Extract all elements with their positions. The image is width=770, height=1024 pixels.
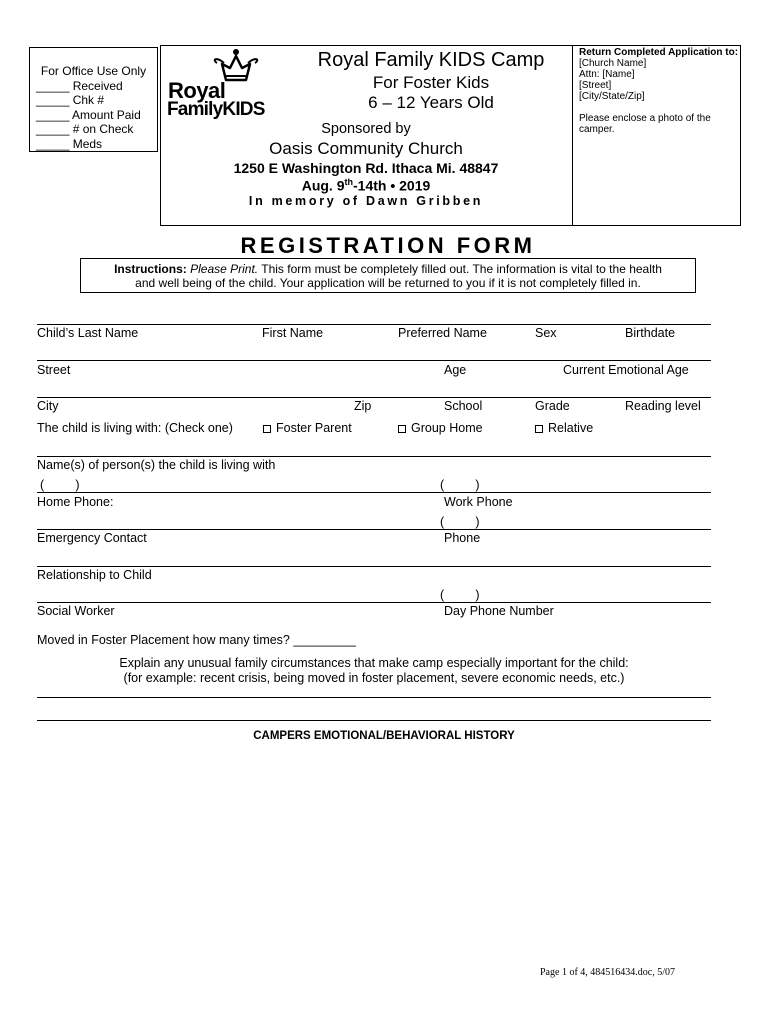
return-photo-note: Please enclose a photo of the camper. <box>579 113 711 135</box>
explain-answer-line-1[interactable] <box>37 697 711 698</box>
sponsored-by: Sponsored by <box>321 121 411 137</box>
zip-label: Zip <box>354 399 372 413</box>
emergency-contact-label: Emergency Contact <box>37 531 147 545</box>
instructions-text-1: This form must be completely filled out. The information is vital to the health <box>261 262 662 276</box>
emotional-age-label: Current Emotional Age <box>563 363 689 377</box>
home-phone-label: Home Phone: <box>37 495 114 509</box>
social-worker-label: Social Worker <box>37 604 115 618</box>
foster-parent-option[interactable] <box>263 421 352 435</box>
camp-dates-end: -14th • 2019 <box>353 177 431 194</box>
foster-parent-checkbox[interactable] <box>263 425 271 433</box>
logo-familykids-text: FamilyKIDS <box>167 99 265 120</box>
return-city: [City/State/Zip] <box>579 91 645 102</box>
instructions-please-print: Please Print. <box>190 262 259 276</box>
moved-placement-label[interactable]: Moved in Foster Placement how many times? _________ <box>37 633 356 647</box>
camp-title: Royal Family KIDS Camp <box>317 49 545 71</box>
relative-label: Relative <box>548 421 594 435</box>
social-worker-line[interactable] <box>37 602 711 603</box>
instructions-box <box>80 258 696 293</box>
sex-label: Sex <box>535 326 557 340</box>
home-phone-paren: ( ) <box>40 478 80 492</box>
office-meds: _____ Meds <box>36 136 103 151</box>
day-phone-label: Day Phone Number <box>444 604 554 618</box>
street-line[interactable] <box>37 360 711 361</box>
page-footer: Page 1 of 4, 484516434.doc, 5/07 <box>540 967 675 978</box>
return-attn: Attn: [Name] <box>579 69 635 80</box>
street-label: Street <box>37 363 71 377</box>
office-amount-paid: _____ Amount Paid <box>36 107 141 122</box>
royal-family-kids-logo <box>164 46 286 122</box>
return-church-name: [Church Name] <box>579 58 647 69</box>
relative-checkbox[interactable] <box>535 425 543 433</box>
memorial-text: In memory of Dawn Gribben <box>248 194 484 208</box>
office-on-check: _____ # on Check <box>36 122 134 136</box>
work-phone-label: Work Phone <box>444 495 513 509</box>
church-address: 1250 E Washington Rd. Ithaca Mi. 48847 <box>233 160 499 176</box>
grade-label: Grade <box>535 399 570 413</box>
city-line[interactable] <box>37 397 711 398</box>
child-last-name-label: Child’s Last Name <box>37 326 139 340</box>
reading-level-label: Reading level <box>625 399 701 413</box>
city-label: City <box>37 399 59 413</box>
group-home-checkbox[interactable] <box>398 425 406 433</box>
group-home-option[interactable] <box>398 421 483 435</box>
office-use-title: For Office Use Only <box>40 64 147 78</box>
return-street: [Street] <box>579 80 612 91</box>
work-phone-paren: ( ) <box>440 478 480 492</box>
group-home-label: Group Home <box>411 421 483 435</box>
office-check-number: _____ Chk # <box>36 93 105 107</box>
relationship-line[interactable] <box>37 566 711 567</box>
first-name-label: First Name <box>262 326 324 340</box>
emergency-contact-line[interactable] <box>37 529 711 530</box>
registration-form-title: REGISTRATION FORM <box>240 233 536 258</box>
instructions-text-2: and well being of the child. Your application will be returned to you if it is not completely filled in. <box>135 276 641 290</box>
camp-subtitle-foster: For Foster Kids <box>372 73 490 92</box>
office-received: _____ Received <box>36 78 123 93</box>
child-name-line[interactable] <box>37 324 711 325</box>
return-title: Return Completed Application to: <box>579 47 739 58</box>
school-label: School <box>444 399 483 413</box>
relative-option[interactable] <box>535 421 593 435</box>
office-use-box <box>29 47 158 152</box>
emergency-phone-paren: ( ) <box>440 515 480 529</box>
camp-subtitle-ages: 6 – 12 Years Old <box>368 93 494 112</box>
birthdate-label: Birthdate <box>625 326 676 340</box>
foster-parent-label: Foster Parent <box>276 421 352 435</box>
emotional-history-title: CAMPERS EMOTIONAL/BEHAVIORAL HISTORY <box>253 730 515 742</box>
camp-dates <box>160 177 572 194</box>
day-phone-paren: ( ) <box>440 588 480 602</box>
explain-line-1: Explain any unusual family circumstances that make camp especially important for the child: <box>119 656 629 670</box>
instructions-label: Instructions: <box>114 262 187 276</box>
names-living-line[interactable] <box>37 456 711 457</box>
preferred-name-label: Preferred Name <box>398 326 487 340</box>
church-name: Oasis Community Church <box>269 139 463 158</box>
age-label: Age <box>444 363 467 377</box>
explain-line-2: (for example: recent crisis, being moved in foster placement, severe economic needs, etc.) <box>123 671 625 685</box>
instructions-line-1 <box>81 262 695 276</box>
camp-dates-sup: th <box>344 177 353 187</box>
explain-answer-line-2[interactable] <box>37 720 711 721</box>
return-application-box <box>572 45 741 226</box>
home-phone-line[interactable] <box>37 492 711 493</box>
relationship-label: Relationship to Child <box>37 568 152 582</box>
emergency-phone-label: Phone <box>444 531 481 545</box>
logo-royal-text: Royal <box>168 78 226 103</box>
living-with-label: The child is living with: (Check one) <box>37 421 233 435</box>
camp-dates-start: Aug. 9 <box>301 177 345 194</box>
names-living-label: Name(s) of person(s) the child is living with <box>37 458 276 472</box>
